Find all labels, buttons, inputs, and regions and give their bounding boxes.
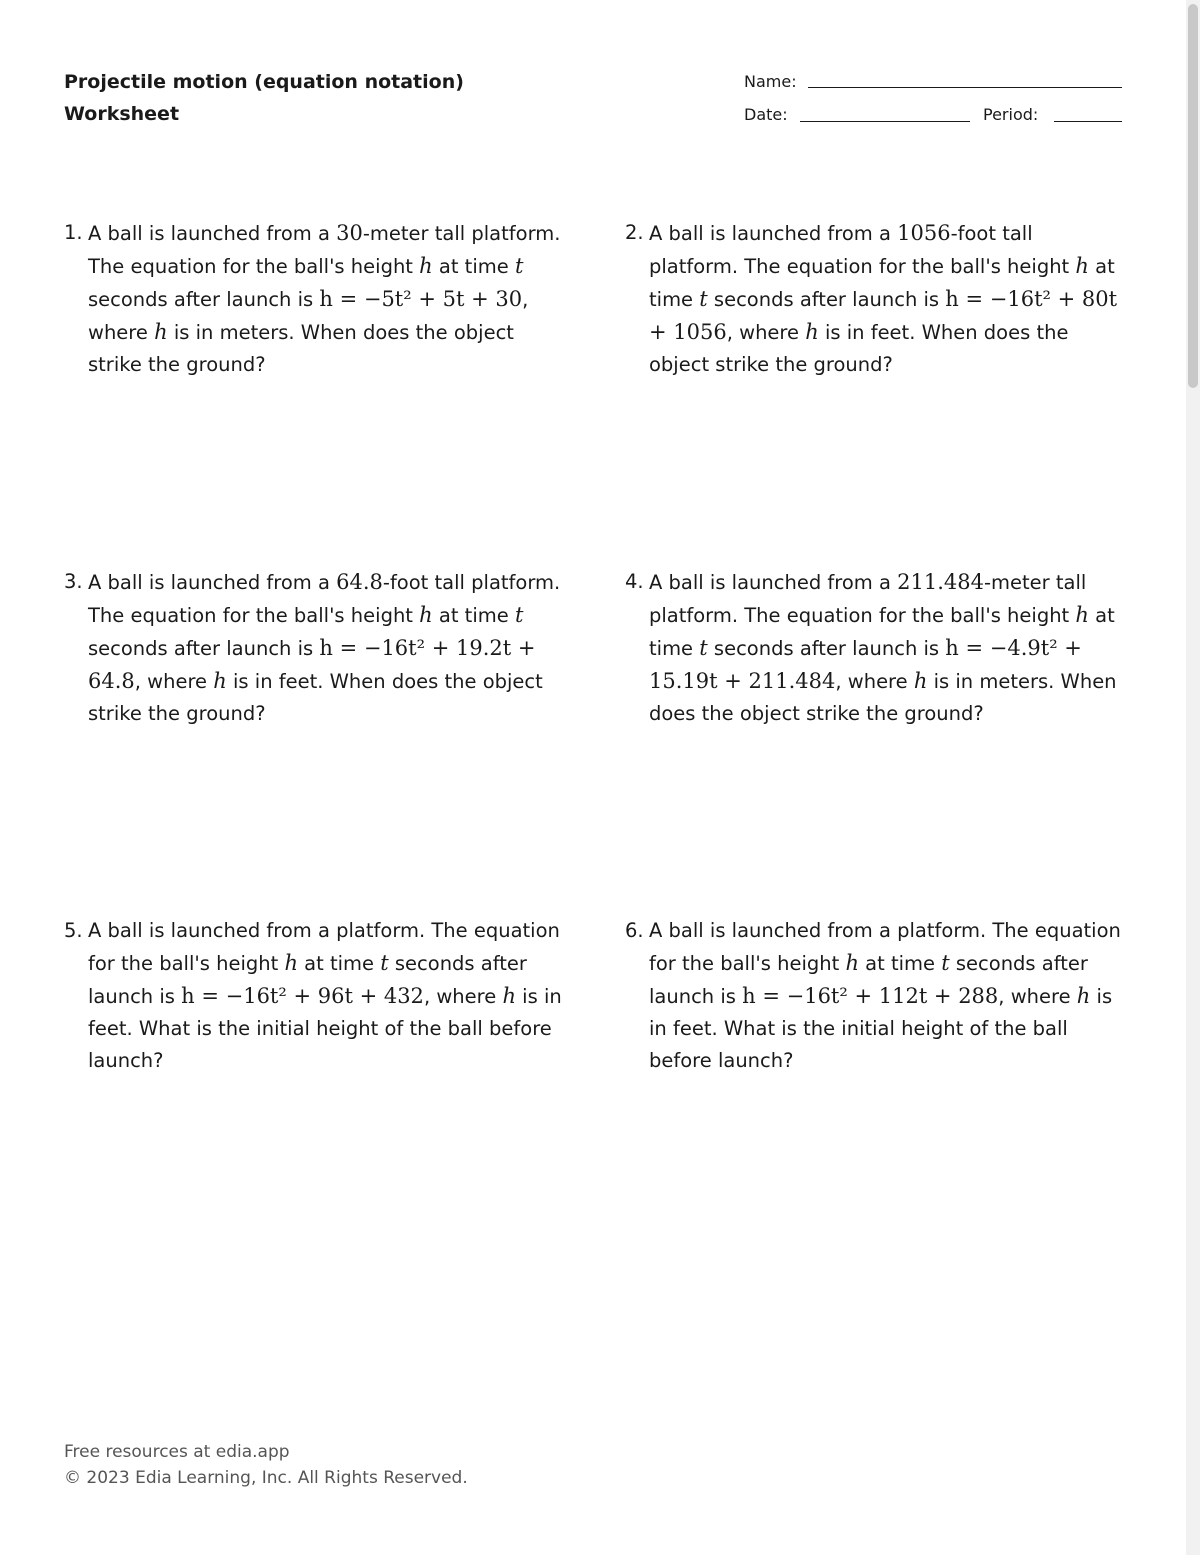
problem-text-segment: is in feet. When does the object strike the ground? [649,321,1069,376]
date-line[interactable] [800,121,970,122]
problem-2 [625,217,1125,381]
math-expression: h [419,254,433,278]
problem-1 [64,217,564,381]
math-expression: t [514,603,524,627]
math-expression: h [502,984,516,1008]
student-info-fields [744,70,1124,136]
problem-text-segment: is in feet. When does the object strike the ground? [88,670,543,725]
scrollbar-track[interactable] [1186,0,1200,1555]
math-expression: h [419,603,433,627]
problem-text-segment: is in meters. When does the object strike the ground? [88,321,514,376]
math-expression: 64.8 [336,570,383,594]
problem-text-segment: , where [134,670,214,693]
math-expression: h [284,951,298,975]
problem-text-segment: , where [423,985,503,1008]
problem-text-segment: seconds after launch is [88,288,320,311]
math-expression: t [380,951,389,975]
math-expression: h = −4.9t² + 15.19t + 211.484 [649,636,1082,693]
problem-text-segment: at time [297,952,381,975]
problem-text-segment: seconds after launch is [88,637,320,660]
problem-text-segment: is in feet. What is the initial height of the ball before launch? [88,985,562,1072]
math-expression: h [845,951,859,975]
math-expression: h [1075,254,1089,278]
math-expression: 30 [336,221,363,245]
math-expression: h = −5t² + 5t + 30 [319,287,523,311]
math-expression: h [213,669,227,693]
footer-copyright: © 2023 Edia Learning, Inc. All Rights Reserved. [64,1468,468,1488]
math-expression: t [941,951,950,975]
problem-text-segment: A ball is launched from a [88,571,337,594]
problem-text-segment: at time [432,604,515,627]
problem-text-segment: -meter tall platform. The equation for the ball's height [88,222,561,278]
date-period-row [744,103,1124,136]
problem-text-segment: seconds after launch is [707,288,946,311]
problem-text-segment: seconds after launch is [707,637,946,660]
problem-text-segment: at time [649,255,1115,311]
math-expression: h [805,320,819,344]
problem-6 [625,915,1125,1077]
problem-text-segment: A ball is launched from a platform. The equation for the ball's height [649,919,1121,975]
date-label: Date: [744,105,788,124]
problem-3 [64,566,564,730]
math-expression: h [1075,603,1089,627]
period-label: Period: [983,105,1039,124]
problem-text-segment: , where [998,985,1077,1008]
problem-text [88,566,564,730]
worksheet-title [64,66,464,130]
problem-text [649,566,1125,730]
math-expression: h [913,669,928,693]
problem-number: 6. [625,919,644,942]
period-line[interactable] [1054,121,1122,122]
problem-5 [64,915,564,1077]
math-expression: h [1076,984,1091,1008]
problem-text-segment: A ball is launched from a [649,571,898,594]
math-expression: h = −16t² + 112t + 288 [742,984,999,1008]
problem-text [88,217,564,381]
problem-text-segment: , where [726,321,806,344]
problem-text-segment: , where [835,670,914,693]
problem-text [649,217,1125,381]
problem-number: 4. [625,570,644,593]
problem-text [88,915,564,1077]
problem-text-segment: seconds after launch is [649,952,1088,1008]
title-line-1: Projectile motion (equation notation) [64,71,464,93]
problem-text-segment: is in feet. What is the initial height of the ball before launch? [649,985,1113,1072]
problem-text [649,915,1125,1077]
scrollbar-thumb[interactable] [1188,4,1198,388]
math-expression: h = −16t² + 96t + 432 [181,984,424,1008]
problem-number: 5. [64,919,83,942]
math-expression: h [154,320,168,344]
problem-text-segment: -foot tall platform. The equation for the ball's height [649,222,1076,278]
math-expression: 211.484 [897,570,984,594]
problem-number: 1. [64,221,83,244]
problem-text-segment: seconds after launch is [88,952,527,1008]
name-row [744,70,1124,103]
problem-4 [625,566,1125,730]
title-line-2: Worksheet [64,103,180,125]
problem-text-segment: A ball is launched from a platform. The equation for the ball's height [88,919,560,975]
problem-text-segment: at time [858,952,942,975]
problem-text-segment: at time [649,604,1115,660]
math-expression: t [699,636,708,660]
problem-number: 2. [625,221,644,244]
problem-text-segment: , where [88,288,529,344]
problem-text-segment: is in meters. When does the object strike the ground? [649,670,1117,725]
footer [64,1439,468,1491]
footer-resources: Free resources at edia.app [64,1442,290,1462]
name-label: Name: [744,72,797,91]
math-expression: t [699,287,708,311]
problem-text-segment: A ball is launched from a [649,222,898,245]
math-expression: h = −16t² + 19.2t + 64.8 [88,636,536,693]
problem-text-segment: A ball is launched from a [88,222,337,245]
problem-number: 3. [64,570,83,593]
math-expression: h = −16t² + 80t + 1056 [649,287,1118,344]
problem-text-segment: -meter tall platform. The equation for the ball's height [649,571,1087,627]
problem-text-segment: -foot tall platform. The equation for the ball's height [88,571,561,627]
math-expression: t [514,254,524,278]
name-line[interactable] [808,87,1122,88]
math-expression: 1056 [897,221,951,245]
problem-text-segment: at time [432,255,515,278]
